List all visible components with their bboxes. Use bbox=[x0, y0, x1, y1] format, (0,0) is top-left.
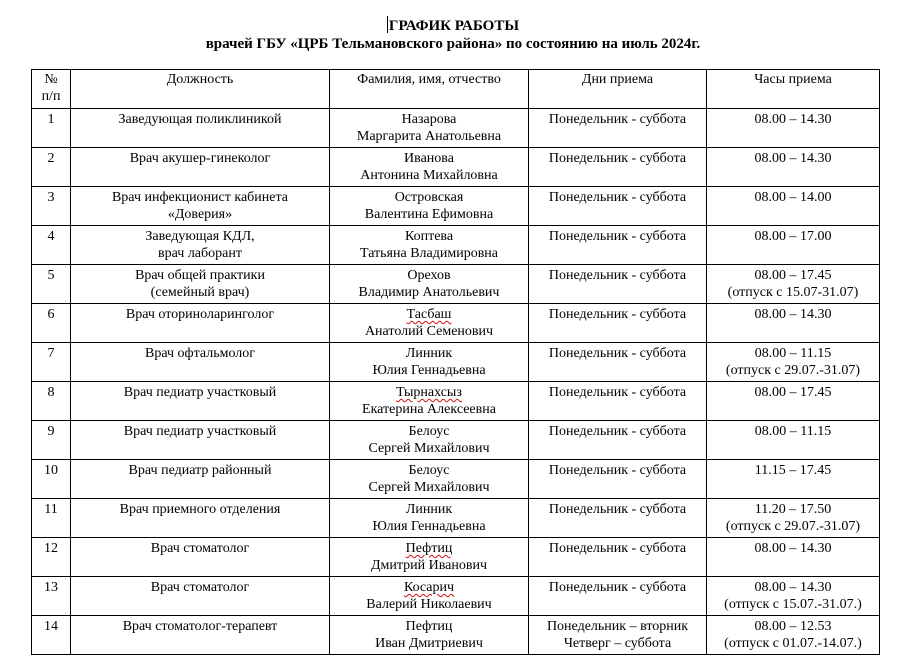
row-full-name: Тасбаш Анатолий Семенович bbox=[330, 304, 529, 343]
row-hours: 08.00 – 11.15 (отпуск с 29.07.-31.07) bbox=[707, 343, 880, 382]
row-position: Врач офтальмолог bbox=[71, 343, 330, 382]
row-full-name: Белоус Сергей Михайлович bbox=[330, 421, 529, 460]
row-hours: 11.20 – 17.50 (отпуск с 29.07.-31.07) bbox=[707, 499, 880, 538]
row-hours: 08.00 – 17.45 bbox=[707, 382, 880, 421]
row-number: 3 bbox=[32, 187, 71, 226]
row-days: Понедельник - суббота bbox=[529, 187, 707, 226]
row-number: 1 bbox=[32, 109, 71, 148]
row-position: Врач стоматолог bbox=[71, 577, 330, 616]
row-full-name: Островская Валентина Ефимовна bbox=[330, 187, 529, 226]
row-hours: 08.00 – 14.30 (отпуск с 15.07.-31.07.) bbox=[707, 577, 880, 616]
row-position: Врач приемного отделения bbox=[71, 499, 330, 538]
row-full-name: Тырнахсыз Екатерина Алексеевна bbox=[330, 382, 529, 421]
row-position: Врач оториноларинголог bbox=[71, 304, 330, 343]
table-header-row bbox=[32, 70, 880, 109]
row-days: Понедельник - суббота bbox=[529, 226, 707, 265]
row-full-name: Иванова Антонина Михайловна bbox=[330, 148, 529, 187]
table-row bbox=[32, 148, 880, 187]
table-row bbox=[32, 265, 880, 304]
header-number: № п/п bbox=[32, 70, 71, 109]
table-row bbox=[32, 577, 880, 616]
row-days: Понедельник - суббота bbox=[529, 382, 707, 421]
row-full-name: Орехов Владимир Анатольевич bbox=[330, 265, 529, 304]
row-position: Врач стоматолог bbox=[71, 538, 330, 577]
row-days: Понедельник - суббота bbox=[529, 304, 707, 343]
table-row bbox=[32, 460, 880, 499]
row-hours: 08.00 – 12.53 (отпуск с 01.07.-14.07.) bbox=[707, 616, 880, 655]
table-row bbox=[32, 109, 880, 148]
row-days: Понедельник - суббота bbox=[529, 421, 707, 460]
row-hours: 08.00 – 11.15 bbox=[707, 421, 880, 460]
row-hours: 08.00 – 14.00 bbox=[707, 187, 880, 226]
row-days: Понедельник - суббота bbox=[529, 577, 707, 616]
table-row bbox=[32, 187, 880, 226]
row-number: 5 bbox=[32, 265, 71, 304]
table-row bbox=[32, 304, 880, 343]
row-full-name: Косарич Валерий Николаевич bbox=[330, 577, 529, 616]
row-hours: 11.15 – 17.45 bbox=[707, 460, 880, 499]
row-position: Врач инфекционист кабинета «Доверия» bbox=[71, 187, 330, 226]
table-row bbox=[32, 226, 880, 265]
document-subtitle: врачей ГБУ «ЦРБ Тельмановского района» по состоянию на июль 2024г. bbox=[205, 36, 701, 52]
row-full-name: Назарова Маргарита Анатольевна bbox=[330, 109, 529, 148]
table-row bbox=[32, 382, 880, 421]
row-hours: 08.00 – 17.00 bbox=[707, 226, 880, 265]
row-number: 4 bbox=[32, 226, 71, 265]
document-title: ГРАФИК РАБОТЫ bbox=[388, 18, 520, 34]
row-hours: 08.00 – 14.30 bbox=[707, 109, 880, 148]
row-full-name: Линник Юлия Геннадьевна bbox=[330, 499, 529, 538]
row-days: Понедельник - суббота bbox=[529, 148, 707, 187]
row-days: Понедельник - суббота bbox=[529, 499, 707, 538]
table-row bbox=[32, 343, 880, 382]
row-position: Врач педиатр участковый bbox=[71, 382, 330, 421]
row-position: Врач педиатр районный bbox=[71, 460, 330, 499]
row-number: 8 bbox=[32, 382, 71, 421]
header-full-name: Фамилия, имя, отчество bbox=[330, 70, 529, 109]
row-number: 6 bbox=[32, 304, 71, 343]
row-number: 2 bbox=[32, 148, 71, 187]
text-cursor bbox=[387, 16, 388, 33]
row-full-name: Коптева Татьяна Владимировна bbox=[330, 226, 529, 265]
row-days: Понедельник – вторник Четверг – суббота bbox=[529, 616, 707, 655]
row-days: Понедельник - суббота bbox=[529, 343, 707, 382]
row-hours: 08.00 – 14.30 bbox=[707, 304, 880, 343]
row-number: 11 bbox=[32, 499, 71, 538]
row-number: 7 bbox=[32, 343, 71, 382]
row-position: Заведующая поликлиникой bbox=[71, 109, 330, 148]
row-position: Врач стоматолог-терапевт bbox=[71, 616, 330, 655]
row-days: Понедельник - суббота bbox=[529, 265, 707, 304]
row-hours: 08.00 – 17.45 (отпуск с 15.07-31.07) bbox=[707, 265, 880, 304]
row-number: 14 bbox=[32, 616, 71, 655]
row-number: 10 bbox=[32, 460, 71, 499]
row-position: Заведующая КДЛ, врач лаборант bbox=[71, 226, 330, 265]
row-full-name: Пефтиц Дмитрий Иванович bbox=[330, 538, 529, 577]
table-row bbox=[32, 616, 880, 655]
table-row bbox=[32, 499, 880, 538]
row-hours: 08.00 – 14.30 bbox=[707, 148, 880, 187]
table-row bbox=[32, 538, 880, 577]
table-row bbox=[32, 421, 880, 460]
row-number: 12 bbox=[32, 538, 71, 577]
row-number: 13 bbox=[32, 577, 71, 616]
row-position: Врач общей практики (семейный врач) bbox=[71, 265, 330, 304]
row-position: Врач педиатр участковый bbox=[71, 421, 330, 460]
row-days: Понедельник - суббота bbox=[529, 460, 707, 499]
row-position: Врач акушер-гинеколог bbox=[71, 148, 330, 187]
row-number: 9 bbox=[32, 421, 71, 460]
header-days: Дни приема bbox=[529, 70, 707, 109]
schedule-table bbox=[31, 69, 880, 655]
row-days: Понедельник - суббота bbox=[529, 538, 707, 577]
row-full-name: Белоус Сергей Михайлович bbox=[330, 460, 529, 499]
row-days: Понедельник - суббота bbox=[529, 109, 707, 148]
header-position: Должность bbox=[71, 70, 330, 109]
header-hours: Часы приема bbox=[707, 70, 880, 109]
row-hours: 08.00 – 14.30 bbox=[707, 538, 880, 577]
row-full-name: Линник Юлия Геннадьевна bbox=[330, 343, 529, 382]
row-full-name: Пефтиц Иван Дмитриевич bbox=[330, 616, 529, 655]
